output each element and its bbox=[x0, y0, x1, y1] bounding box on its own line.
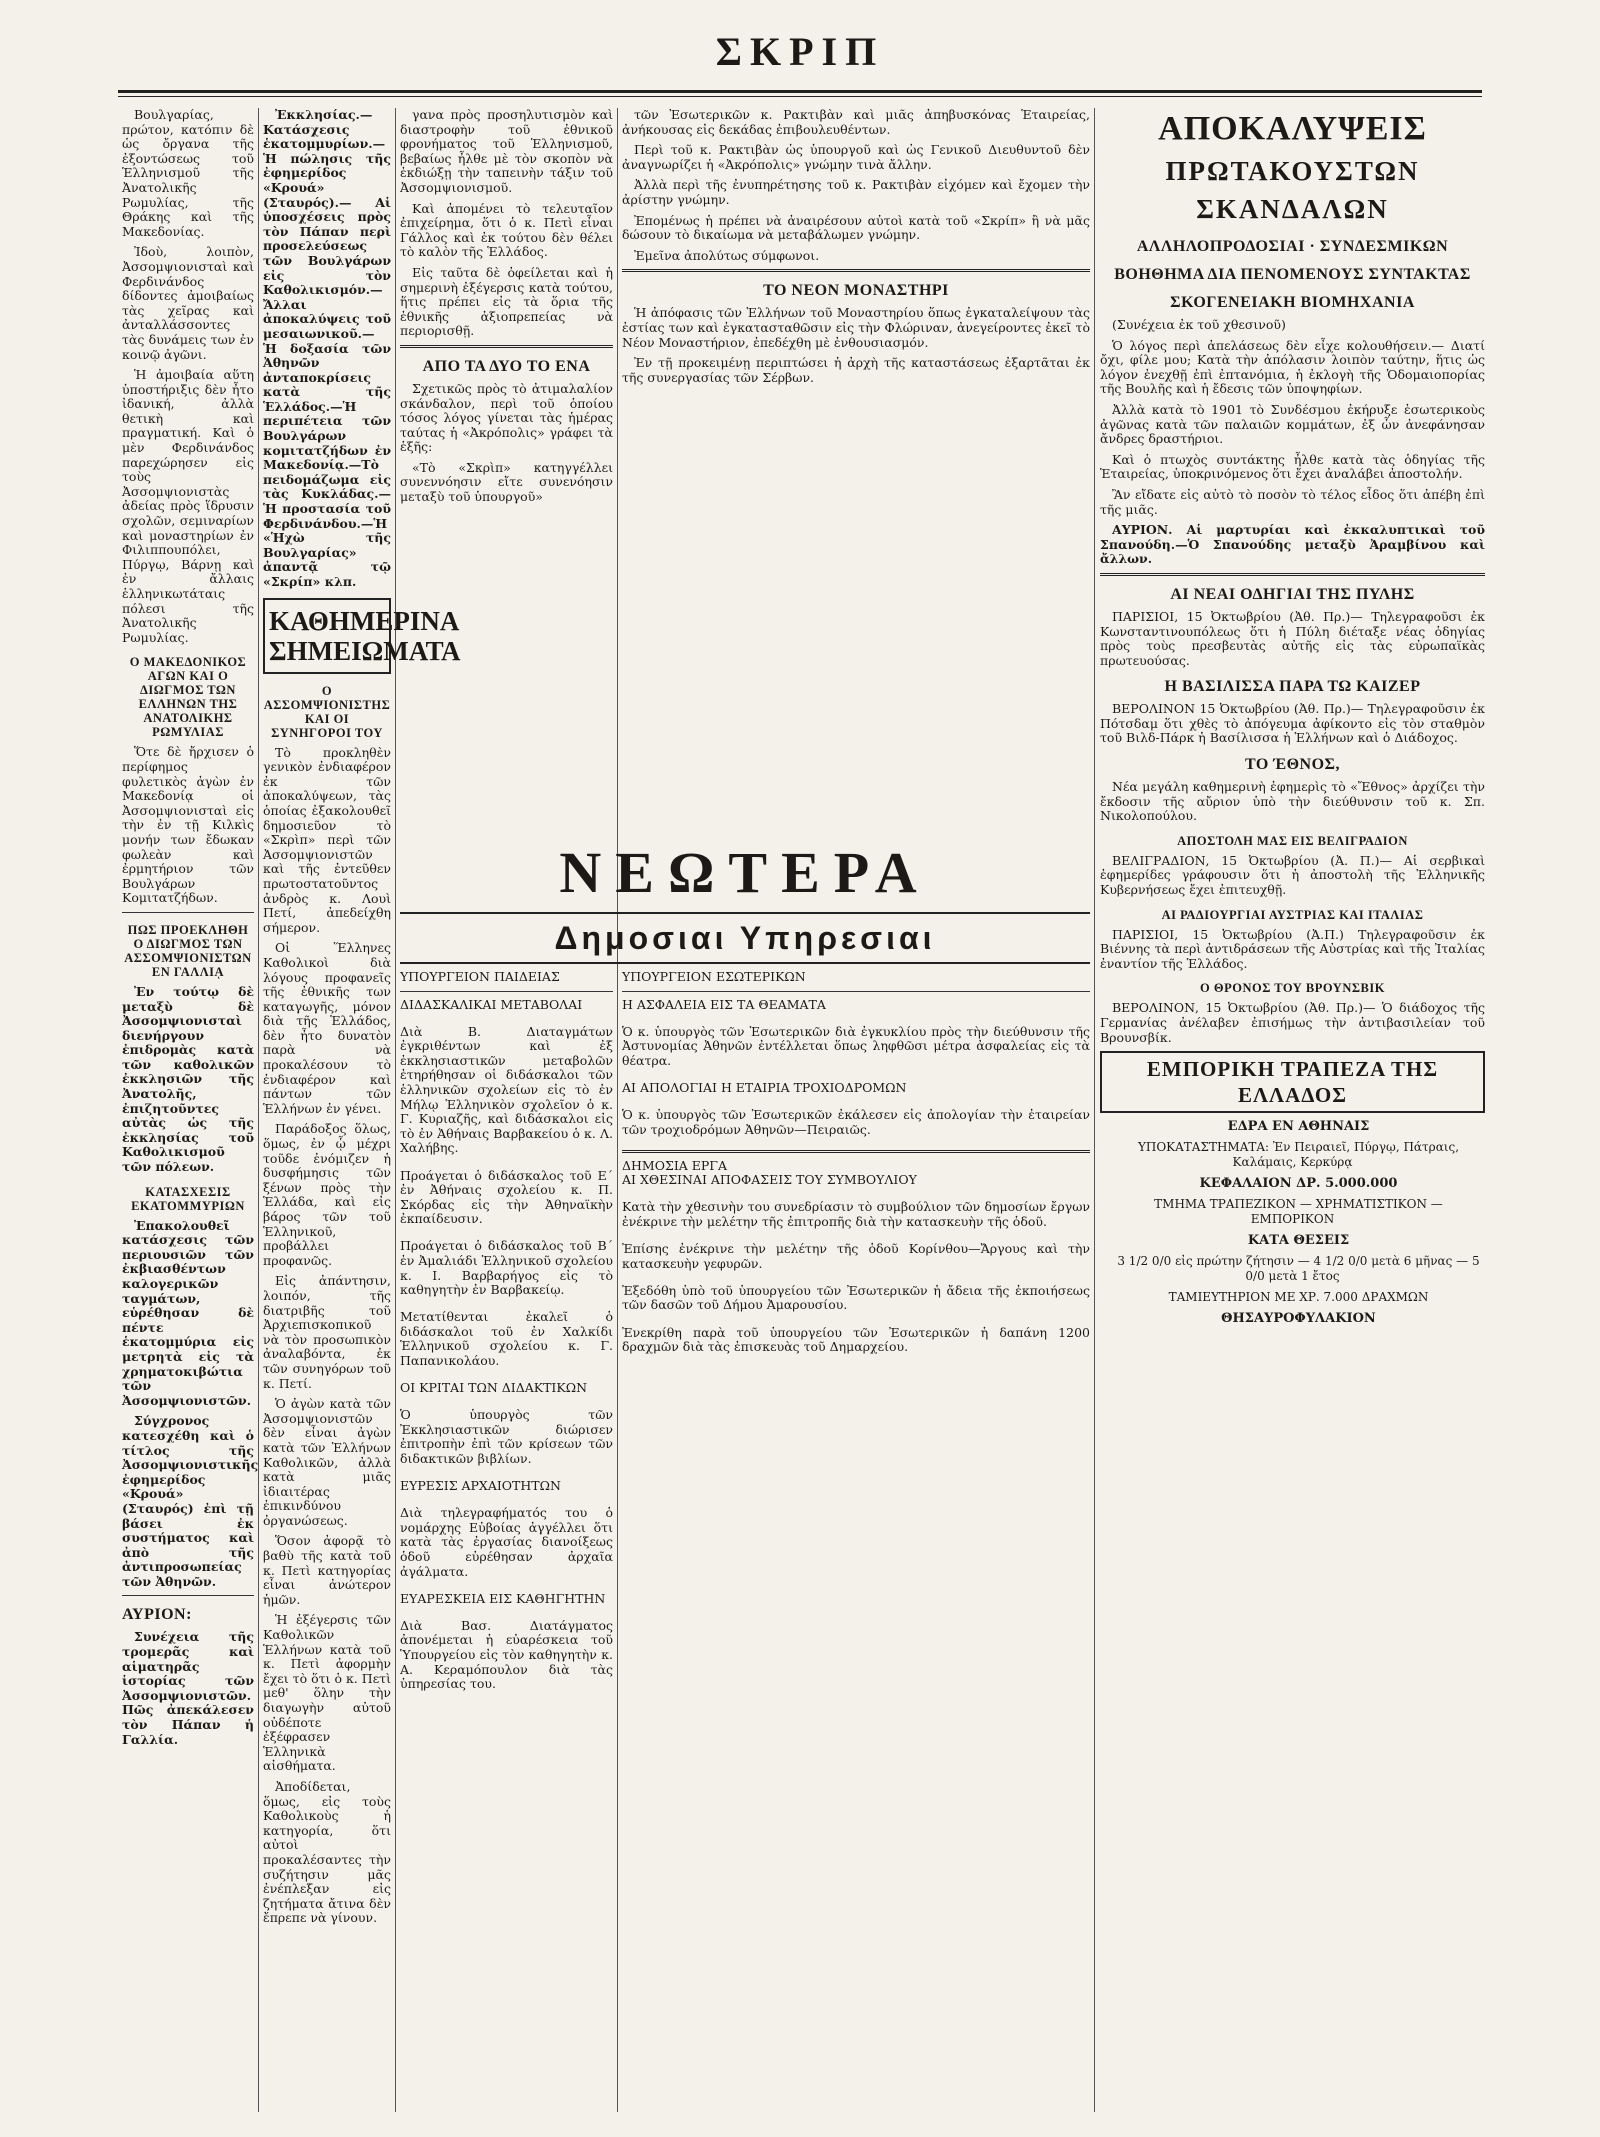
section-divider bbox=[622, 1150, 1090, 1153]
article-paragraph: Εἰς ταῦτα δὲ ὀφείλεται καὶ ἡ σημερινὴ ἐξέγερσις κατὰ τούτου, ἥτις πρέπει εἰς τὰ ὅρια τῆς ἐθνικῆς ἀξιοπρεπείας νὰ περιορισθῇ. bbox=[400, 264, 613, 339]
bank-ad-line: ΚΑΤΑ ΘΕΣΕΙΣ bbox=[1247, 1233, 1350, 1249]
article-paragraph: Ὁ λόγος περὶ ἀπελάσεως δὲν εἶχε κολουθήσειν.— Διατί ὄχι, φίλε μου; Κατὰ τὴν ἀπόλασιν λοιπὸν ταύτην, ἥτις ὡς λόγον ἐνεχθῇ ἐπὶ ἐπτανόμια, ἡ ἐκλογὴ τῆς Ὁδομαιοπορίας τῆς Βουλῆς καὶ ἡ ἔδεσις τῶν ὑποψηφίων. bbox=[1100, 337, 1485, 397]
aurion-heading: ΑΥΡΙΟΝ: bbox=[122, 1606, 192, 1624]
article-paragraph: Βουλγαρίας, πρώτον, κατόπιν δὲ ὡς ὄργανα τῆς ἐξοντώσεως τοῦ Ἑλληνισμοῦ τῆς Ἀνατολικῆς Ρωμυλίας, τῆς Θράκης καὶ τῆς Μακεδονίας. bbox=[122, 107, 254, 239]
daily-notes-line: ΣΗΜΕΙΩΜΑΤΑ bbox=[269, 635, 461, 666]
aurion-text: ΑΥΡΙΟΝ. Αἱ μαρτυρίαι καὶ ἐκκαλυπτικαὶ τοῦ Σπανούδη.—Ὁ Σπανούδης μεταξὺ Ἀραμβίνου καὶ ἄλλων. bbox=[1100, 522, 1485, 567]
column-rule bbox=[395, 108, 396, 2112]
section-heading: ΑΙ ΡΑΔΙΟΥΡΓΙΑΙ ΑΥΣΤΡΙΑΣ ΚΑΙ ΙΤΑΛΙΑΣ bbox=[1161, 907, 1424, 922]
column-3-bottom bbox=[400, 970, 613, 2117]
article-paragraph: γανα πρὸς προσηλυτισμὸν καὶ διαστροφὴν τοῦ ἐθνικοῦ φρονήματος τοῦ Ἑλληνισμοῦ, βεβαίως ἦλθε μὲ τὸν σκοπὸν νὰ ἐκδιώξῃ τὴν ταπεινὴν τάξιν τοῦ Ἀσσομψιονισμοῦ. bbox=[400, 107, 613, 195]
article-paragraph: ΠΑΡΙΣΙΟΙ, 15 Ὀκτωβρίου (Ἀθ. Πρ.)— Τηλεγραφοῦσι ἐκ Κωνσταντινουπόλεως ὅτι ἡ Πύλη διέταξε νέας ὁδηγίας πρὸς τοὺς πρεσβευτὰς αὐτῆς εἰς τὰς εὐρωπαϊκὰς πρωτευούσας. bbox=[1100, 608, 1485, 668]
article-paragraph: ΒΕΡΟΛΙΝΟΝ, 15 Ὀκτωβρίου (Ἀθ. Πρ.)— Ὁ διάδοχος τῆς Γερμανίας ἀνέλαβεν ἐπισήμως τὴν ἀντιβασιλείαν τοῦ Βρουνσβίκ. bbox=[1100, 1000, 1485, 1045]
article-paragraph: Καὶ ἀπομένει τὸ τελευταῖον ἐπιχείρημα, ὅτι ὁ κ. Πετὶ εἶναι Γάλλος καὶ ἐκ τούτου δὲν θέλει τὸ καλὸν τῆς Ἑλλάδος. bbox=[400, 200, 613, 260]
article-paragraph: Τὸ προκληθὲν γενικὸν ἐνδιαφέρον ἐκ τῶν ἀποκαλύψεων, τὰς ὁποίας ἐξακολουθεῖ δημοσιεῦον τὸ «Σκρὶπ» περὶ τῶν Ἀσσομψιονιστῶν καὶ τῆς ἐντεῦθεν πρωτοστατοῦντος ἀνδρὸς κ. Λουὶ Πετί, ἀπεδείχθη σήμερον. bbox=[263, 744, 391, 935]
article-paragraph: τῶν Ἐσωτερικῶν κ. Ρακτιβὰν καὶ μιᾶς ἀπηβυσκόνας Ἑταιρείας, ἀνήκουσας εἰς δεκάδας ἐπιβουλευθέντων. bbox=[622, 107, 1090, 137]
news-sub-banner: Δημοσιαι Υπηρεσιαι bbox=[400, 912, 1090, 964]
article-paragraph: Ἐνεκρίθη παρὰ τοῦ ὑπουργείου τῶν Ἐσωτερικῶν ἡ δαπάνη 1200 δραχμῶν διὰ τὰς ἐπισκευὰς τοῦ Δημαρχείου. bbox=[622, 1324, 1090, 1355]
article-paragraph: Διὰ τηλεγραφήματός του ὁ νομάρχης Εὐβοίας ἀγγέλλει ὅτι κατὰ τὰς ἐργασίας διανοίξεως ὁδοῦ εὑρέθησαν ἀρχαῖα ἀγάλματα. bbox=[400, 1505, 613, 1579]
article-paragraph: Ἐπίσης ἐνέκρινε τὴν μελέτην τῆς ὁδοῦ Κορίνθου—Ἄργους καὶ τὴν κατασκευὴν γεφυρῶν. bbox=[622, 1241, 1090, 1271]
column-rule bbox=[617, 108, 618, 2112]
article-paragraph: Ἀλλὰ περὶ τῆς ἐνυπηρέτησης τοῦ κ. Ρακτιβὰν εἰχόμεν καὶ ἔχομεν τὴν ἀρίστην γνώμην. bbox=[622, 177, 1090, 207]
section-heading: ΔΙΔΑΣΚΑΛΙΚΑΙ ΜΕΤΑΒΟΛΑΙ bbox=[400, 996, 583, 1012]
article-paragraph: Κατὰ τὴν χθεσινὴν του συνεδρίασιν τὸ συμβούλιον τῶν δημοσίων ἔργων ἐνέκρινε τὴν μελέτην τῆς ἐπιτροπῆς διὰ τὴν κατασκευὴν τῆς ὁδοῦ. bbox=[622, 1199, 1090, 1230]
article-paragraph: ΒΕΡΟΛΙΝΟΝ 15 Ὀκτωβρίου (Ἀθ. Πρ.)— Τηλεγραφοῦσιν ἐκ Πότσδαμ ὅτι χθὲς τὸ ἀπόγευμα ἀφίκοντο εἰς τὸν σταθμὸν τοῦ Βιλδ-Πάρκ ἡ Βασίλισσα ἡ Ἑλλήνων καὶ ὁ Διάδοχος. bbox=[1100, 701, 1485, 746]
ministry-heading: ΥΠΟΥΡΓΕΙΟΝ ΠΑΙΔΕΙΑΣ bbox=[400, 969, 560, 984]
column-1 bbox=[122, 107, 259, 2117]
column-2 bbox=[263, 107, 461, 2117]
bank-ad-title: ΕΜΠΟΡΙΚΗ ΤΡΑΠΕΖΑ ΤΗΣ ΕΛΛΑΔΟΣ bbox=[1100, 1051, 1485, 1113]
article-paragraph: Εἰς ἀπάντησιν, λοιπόν, τῆς διατριβῆς τοῦ Ἀρχιεπισκοπικοῦ νὰ τὸν προσωπικὸν ἀναλαβόντα, ἐκ τῶν συνηγόρων τοῦ κ. Πετί. bbox=[263, 1273, 391, 1391]
section-heading: Η ΒΑΣΙΛΙΣΣΑ ΠΑΡΑ ΤΩ ΚΑΙΖΕΡ bbox=[1164, 678, 1421, 696]
article-paragraph: Ὁ κ. ὑπουργὸς τῶν Ἐσωτερικῶν διὰ ἐγκυκλίου πρὸς τὴν διεύθυνσιν τῆς Ἀστυνομίας Ἀθηνῶν ἐντέλλεται ὅπως ληφθῶσι μέτρα ἀσφαλείας εἰς τὰ θέατρα. bbox=[622, 1023, 1090, 1068]
section-heading: ΑΠΟΣΤΟΛΗ ΜΑΣ ΕΙΣ ΒΕΛΙΓΡΑΔΙΟΝ bbox=[1177, 833, 1408, 848]
article-paragraph: Ἀλλὰ κατὰ τὸ 1901 τὸ Συνδέσμου ἐκήρυξε ἐσωτερικοὺς ἀγῶνας κατὰ τῶν παλαιῶν κομμάτων, ἐξ ὧν ἀνεφάνησαν ἄνδρες δραστήριοι. bbox=[1100, 401, 1485, 447]
section-divider bbox=[400, 345, 613, 348]
daily-notes-box bbox=[263, 598, 461, 674]
article-paragraph: Ἐμεῖνα ἀπολύτως σύμφωνοι. bbox=[634, 247, 820, 263]
article-paragraph: Ἰδοὺ, λοιπὸν, Ἀσσομψιονισταὶ καὶ Φερδινάνδος δίδοντες ἀμοιβαίως τὰς χεῖρας καὶ ἀνταλλάσσοντες τὰς δυνάμεις των ἐν κοινῷ ἀγῶνι. bbox=[122, 244, 254, 362]
section-heading: ΑΙ ΧΘΕΣΙΝΑΙ ΑΠΟΦΑΣΕΙΣ ΤΟΥ ΣΥΜΒΟΥΛΙΟΥ bbox=[622, 1172, 917, 1188]
article-paragraph: Ἐξεδόθη ὑπὸ τοῦ ὑπουργείου τῶν Ἐσωτερικῶν ἡ ἄδεια τῆς ἐκποιήσεως τῶν δασῶν τοῦ Δήμου Ἀμαρουσίου. bbox=[622, 1282, 1090, 1313]
section-heading: Ο ΑΣΣΟΜΨΙΟΝΙΣΤΗΣ ΚΑΙ ΟΙ ΣΥΝΗΓΟΡΟΙ ΤΟΥ bbox=[263, 683, 391, 740]
article-paragraph: Διὰ Βασ. Διατάγματος ἀπονέμεται ἡ εὐαρέσκεια τοῦ Ὑπουργείου εἰς τὸν καθηγητὴν κ. Α. Κεραμόπουλον διὰ τὰς ὑπηρεσίας του. bbox=[400, 1617, 613, 1692]
section-heading: ΚΑΤΑΣΧΕΣΙΣ ΕΚΑΤΟΜΜΥΡΙΩΝ bbox=[131, 1184, 245, 1213]
newspaper-masthead: ΣΚΡΙΠ bbox=[715, 29, 885, 74]
article-paragraph: Νέα μεγάλη καθημερινὴ ἐφημερὶς τὸ «Ἔθνος» ἀρχίζει τὴν ἔκδοσιν τῆς αὔριον ὑπὸ τὴν διεύθυνσιν τοῦ κ. Σπ. Νικολοπούλου. bbox=[1100, 779, 1485, 824]
aurion-text: Συνέχεια τῆς τρομερᾶς καὶ αἱματηρᾶς ἱστορίας τῶν Ἀσσομψιονιστῶν. Πῶς ἀπεκάλεσεν τὸν Πάπαν ἡ Γαλλία. bbox=[122, 1629, 254, 1747]
article-paragraph: Μετατίθενται ἐκαλεῖ ὁ διδάσκαλοι τοῦ ἐν Χαλκίδι Ἑλληνικοῦ σχολείου κ. Γ. Παπανικολάου. bbox=[400, 1309, 613, 1369]
article-paragraph: Ἡ ἐξέγερσις τῶν Καθολικῶν Ἑλλήνων κατὰ τοῦ κ. Πετὶ ἀφορμὴν ἔχει τὸ ὅτι ὁ κ. Πετὶ μεθ' ὅλην τὴν διαγωγὴν αὐτοῦ οὐδέποτε ἐξέφρασεν Ἑλληνικὰ αἰσθήματα. bbox=[263, 1612, 391, 1774]
section-divider bbox=[622, 269, 1090, 272]
article-paragraph: Ἡ ἀπόφασις τῶν Ἑλλήνων τοῦ Μοναστηρίου ὅπως ἐγκαταλείψουν τὰς ἑστίας των καὶ ἐγκατασταθῶσιν εἰς τὴν Φλώριναν, ἀνεγείροντες ἐκεῖ τὸ Νέον Μοναστήριον, ἐπεδέχθη μὲ ἐνθουσιασμόν. bbox=[622, 305, 1090, 350]
section-divider bbox=[400, 991, 613, 992]
article-paragraph: ΒΕΛΙΓΡΑΔΙΟΝ, 15 Ὀκτωβρίου (Ἀ. Π.)— Αἱ σερβικαὶ ἐφημερίδες γράφουσιν ὅτι ἡ ἀποστολὴ τῆς Ἑλληνικῆς Κυβερνήσεως ἔχει ἐπιτευχθῇ. bbox=[1100, 852, 1485, 898]
article-paragraph: Διὰ Β. Διαταγμάτων ἐγκριθέντων καὶ ἐξ ἐκκλησιαστικῶν μεταβολῶν ἐτηρήθησαν οἱ διδάσκαλοι τῶν ἑλληνικῶν σχολείων εἰς τὸ ἐν Μήλῳ Ἑλληνικὸν σχολεῖον ὁ κ. Γ. Κυριαζῆς, καὶ διδάσκαλοι εἰς τὸ ἐν Ἀθήναις Βαρβακείου ὁ κ. Λ. Χαλήβης. bbox=[400, 1023, 613, 1156]
section-heading: Ο ΜΑΚΕΔΟΝΙΚΟΣ ΑΓΩΝ ΚΑΙ Ο ΔΙΩΓΜΟΣ ΤΩΝ ΕΛΛΗΝΩΝ ΤΗΣ ΑΝΑΤΟΛΙΚΗΣ ΡΩΜΥΛΙΑΣ bbox=[129, 655, 247, 740]
article-paragraph: Ἐπομένως ἡ πρέπει νὰ ἀναιρέσουν αὐτοὶ κατὰ τοῦ «Σκρίπ» ἢ νὰ μᾶς δώσουν τὸ δικαίωμα νὰ μεταβάλωμεν γνώμην. bbox=[622, 212, 1090, 243]
bank-ad-line: ΕΔΡΑ ΕΝ ΑΘΗΝΑΙΣ bbox=[1227, 1119, 1370, 1135]
section-heading: ΕΥΡΕΣΙΣ ΑΡΧΑΙΟΤΗΤΩΝ bbox=[400, 1478, 561, 1494]
article-paragraph: Καὶ ὁ πτωχὸς συντάκτης ἦλθε κατὰ τὰς ὁδηγίας τῆς Ἑταιρείας, ὑποκρινόμενος ὅτι ἔχει ἀναλάβει ἀποστολήν. bbox=[1100, 451, 1485, 482]
continuation-note: (Συνέχεια ἐκ τοῦ χθεσινοῦ) bbox=[1112, 317, 1286, 332]
article-paragraph: Ὁ ὑπουργὸς τῶν Ἐκκλησιαστικῶν διώρισεν ἐπιτροπὴν ἐπὶ τῶν κρίσεων τῶν διδακτικῶν βιβλίων. bbox=[400, 1407, 613, 1467]
section-heading: ΑΙ ΑΠΟΛΟΓΙΑΙ Η ΕΤΑΙΡΙΑ ΤΡΟΧΙΟΔΡΟΜΩΝ bbox=[622, 1079, 907, 1095]
section-heading: Ο ΘΡΟΝΟΣ ΤΟΥ ΒΡΟΥΝΣΒΙΚ bbox=[1200, 981, 1385, 996]
section-heading: ΟΙ ΚΡΙΤΑΙ ΤΩΝ ΔΙΔΑΚΤΙΚΩΝ bbox=[400, 1380, 588, 1396]
section-heading: ΕΥΑΡΕΣΚΕΙΑ ΕΙΣ ΚΑΘΗΓΗΤΗΝ bbox=[400, 1590, 606, 1606]
article-paragraph: Ἐν τῇ προκειμένῃ περιπτώσει ἡ ἀρχὴ τῆς καταστάσεως ἐξαρτᾶται ἐκ τῆς συνεργασίας τῶν Σέρβων. bbox=[622, 355, 1090, 385]
feature-headline: ΑΠΟΚΑΛΥΨΕΙΣ bbox=[1158, 110, 1427, 147]
article-paragraph: Ἂν εἴδατε εἰς αὐτὸ τὸ ποσὸν τὸ τέλος εἶδος ὅτι ἀπέβη ἐπὶ τῆς μιᾶς. bbox=[1100, 486, 1485, 517]
section-heading: ΤΟ ΈΘΝΟΣ, bbox=[1244, 756, 1340, 774]
article-paragraph: Ἀποδίδεται, ὅμως, εἰς τοὺς Καθολικοὺς ἡ κατηγορία, ὅτι αὐτοὶ προκαλέσαντες τὴν συζήτησιν μᾶς ἐνέπλεξαν εἰς ζητήματα ἄτινα δὲν ἔπρεπε νὰ γίνουν. bbox=[263, 1778, 391, 1926]
article-paragraph: Ὅτε δὲ ἤρχισεν ὁ περίφημος φυλετικὸς ἀγὼν ἐν Μακεδονίᾳ οἱ Ἀσσομψιονισταὶ εἰς τὴν ἐν τῇ Κιλκὶς μονήν των ἔδωκαν φωλεὰν καὶ ἐρμητήριον τῶν Βουλγάρων Κομιτατζήδων. bbox=[122, 744, 254, 906]
article-paragraph: Ὁ ἀγὼν κατὰ τῶν Ἀσσομψιονιστῶν δὲν εἶναι ἀγὼν κατὰ τῶν Ἑλλήνων Καθολικῶν, ἀλλὰ κατὰ μιᾶς ἰδιαιτέρας ἐπικινδύνου ὀργανώσεως. bbox=[263, 1396, 391, 1528]
column-4-top bbox=[622, 108, 1090, 817]
column-3-top bbox=[400, 108, 613, 817]
article-paragraph: Προάγεται ὁ διδάσκαλος τοῦ Ε΄ ἐν Ἀθήναις σχολείου κ. Π. Σκόρδας εἰς τὴν Ἀθηναϊκὴν ἐκπαίδευσιν. bbox=[400, 1167, 613, 1227]
section-divider bbox=[622, 991, 1090, 992]
masthead-rule bbox=[118, 90, 1482, 97]
article-paragraph: Προάγεται ὁ διδάσκαλος τοῦ Β΄ ἐν Ἀμαλιάδι Ἑλληνικοῦ σχολείου κ. Ι. Βαρβαρήγος εἰς τὸ καθηγητὴν ἐν Βαρβακείῳ. bbox=[400, 1238, 613, 1298]
section-heading: ΑΙ ΝΕΑΙ ΟΔΗΓΙΑΙ ΤΗΣ ΠΥΛΗΣ bbox=[1170, 585, 1415, 603]
article-quote: «Τὸ «Σκρὶπ» κατηγγέλλει συνεννόησιν εἴτε συνενόησιν μεταξὺ τοῦ ὑπουργοῦ» bbox=[400, 459, 613, 505]
section-divider bbox=[122, 912, 254, 913]
article-paragraph: Οἱ Ἕλληνες Καθολικοὶ διὰ λόγους προφανεῖς τῆς ἐθνικῆς των καταγωγῆς, μόνον διὰ τῆς Ἑλλάδος, δὲν ἦτο δυνατὸν παρὰ νὰ προκαλέσουν τὸ ἐνδιαφέρον καὶ πάντων τῶν Ἑλλήνων ἐν γένει. bbox=[263, 940, 391, 1116]
bank-ad-line: ΤΜΗΜΑ ΤΡΑΠΕΖΙΚΟΝ — ΧΡΗΜΑΤΙΣΤΙΚΟΝ — ΕΜΠΟΡΙΚΟΝ bbox=[1154, 1197, 1443, 1227]
section-heading: ΤΟ ΝΕΟΝ ΜΟΝΑΣΤΗΡΙ bbox=[763, 282, 949, 300]
section-heading: ΑΠΟ ΤΑ ΔΥΟ ΤΟ ΕΝΑ bbox=[422, 357, 591, 375]
section-heading: ΔΗΜΟΣΙΑ ΕΡΓΑ bbox=[622, 1157, 727, 1173]
article-paragraph: Ἐν τούτῳ δὲ μεταξὺ δὲ Ἀσσομψιονισταὶ διενήργουν ἐπιδρομὰς κατὰ τῶν καθολικῶν ἐκκλησιῶν τῆς Ἀνατολῆς, ἐπιζητοῦντες αὐτὰς ὡς τῆς ἐκκλησίας τοῦ Καθολικισμοῦ τῶν πόλεων. bbox=[122, 983, 254, 1175]
bank-ad-line: 3 1/2 0/0 εἰς πρώτην ζήτησιν — 4 1/2 0/0 μετὰ 6 μῆνας — 5 0/0 μετὰ 1 ἔτος bbox=[1117, 1254, 1480, 1284]
section-heading: ΠΩΣ ΠΡΟΕΚΛΗΘΗ Ο ΔΙΩΓΜΟΣ ΤΩΝ ΑΣΣΟΜΨΙΟΝΙΣΤΩΝ ΕΝ ΓΑΛΛΙᾼ bbox=[124, 922, 252, 979]
article-paragraph: Ἐπακολουθεῖ κατάσχεσις τῶν περιουσιῶν τῶν ἐκβιασθέντων καλογερικῶν ταγμάτων, εὑρέθησαν δὲ πέντε ἑκατομμύρια εἰς μετρητὰ εἰς τὰ χρηματοκιβώτια τῶν Ἀσσομψιονιστῶν. bbox=[122, 1217, 254, 1408]
feature-headline-2: ΠΡΩΤΑΚΟΥΣΤΩΝ ΣΚΑΝΔΑΛΩΝ bbox=[1165, 156, 1420, 224]
feature-subheading: ΑΛΛΗΛΟΠΡΟΔΟΣΙΑΙ · ΣΥΝΔΕΣΜΙΚΩΝ bbox=[1136, 238, 1449, 255]
article-paragraph: Παράδοξος ὅλως, ὅμως, ἐν ᾧ μέχρι τοῦδε ἐνόμιζεν ἡ δυσφήμησις τῶν ξένων πρὸς τὴν Ἑλλάδα, καὶ εἰς βάρος τῶν τοῦ Ἑλληνικοῦ, προβάλλει προφανῶς. bbox=[263, 1121, 391, 1268]
section-heading: Η ΑΣΦΑΛΕΙΑ ΕΙΣ ΤΑ ΘΕΑΜΑΤΑ bbox=[622, 996, 826, 1012]
article-paragraph: Σχετικῶς πρὸς τὸ ἀτιμαλαλίον σκάνδαλον, περὶ τοῦ ὁποίου τόσος λόγος γίνεται τὰς ἡμέρας ταύτας ἡ «Ἀκρόπολις» γράφει τὰ ἑξῆς: bbox=[400, 380, 613, 455]
daily-notes-line: ΚΑΘΗΜΕΡΙΝΑ bbox=[269, 605, 460, 636]
column-5 bbox=[1100, 104, 1485, 2117]
article-summary: Ἐκκλησίας.—Κατάσχεσις ἑκατομμυρίων.—Ἡ πώλησις τῆς ἐφημερίδος «Κρουά» (Σταυρός).— Αἱ ὑποσχέσεις πρὸς τὸν Πάπαν περὶ προσελεύσεως τῶν Βουλγάρων εἰς τὸν Καθολικισμόν.—Ἄλλαι ἀποκαλύψεις τοῦ μεσαιωνικοῦ.— Ἡ δοξασία τῶν Ἀθηνῶν ἀνταποκρίσεις κατὰ τῆς Ἑλλάδος.—Ἡ περιπέτεια τῶν Βουλγάρων κομιτατζήδων ἐν Μακεδονίᾳ.—Τὸ πειδομάζωμα εἰς τὰς Κυκλάδας.—Ἡ προστασία τοῦ Φερδινάνδου.—Ἡ «Ἡχὼ τῆς Βουλγαρίας» ἀπαντᾷ τῷ «Σκρίπ» κλπ. bbox=[263, 107, 391, 589]
section-divider bbox=[122, 1595, 254, 1596]
column-rule bbox=[1094, 108, 1095, 2112]
column-rule bbox=[258, 108, 259, 2112]
article-paragraph: ΠΑΡΙΣΙΟΙ, 15 Ὀκτωβρίου (Ἀ.Π.) Τηλεγραφοῦσιν ἐκ Βιέννης τὰ περὶ ἀντιδράσεων τῆς Αὐστρίας καὶ τῆς Ἰταλίας ἐναντίον τῆς Ἑλλάδος. bbox=[1100, 926, 1485, 971]
article-paragraph: Ἡ ἀμοιβαία αὕτη ὑποστήριξις δὲν ἦτο ἰδανική, ἀλλὰ θετικὴ καὶ πραγματική. Καὶ ὁ μὲν Φερδινάνδος παρεχώρησεν εἰς τοὺς Ἀσσομψιονιστὰς ἀδείας πρὸς ἵδρυσιν σχολῶν, σεμιναρίων καὶ μοναστηρίων ἐν Φιλιππουπόλει, Πύργῳ, Βάρνῃ καὶ ἐν ἄλλαις ἑλληνικωτάταις πόλεσι τῆς Ἀνατολικῆς Ρωμυλίας. bbox=[122, 367, 254, 645]
feature-subheading: ΣΚΟΓΕΝΕΙΑΚΗ ΒΙΟΜΗΧΑΝΙΑ bbox=[1170, 294, 1415, 311]
article-paragraph: Σύγχρονος κατεσχέθη καὶ ὁ τίτλος τῆς Ἀσσομψιονιστικῆς ἐφημερίδος «Κρουά» (Σταυρός) ἐπὶ τῇ βάσει ἐκ συστήματος καὶ ἀπὸ τῆς ἀντιπροσωπείας τῶν Ἀθηνῶν. bbox=[122, 1413, 259, 1589]
news-banner: ΝΕΩΤΕΡΑ bbox=[559, 840, 931, 905]
ministry-heading: ΥΠΟΥΡΓΕΙΟΝ ΕΣΩΤΕΡΙΚΩΝ bbox=[622, 969, 806, 984]
bank-ad-line: ΚΕΦΑΛΑΙΟΝ ΔΡ. 5.000.000 bbox=[1199, 1176, 1398, 1192]
feature-subheading: ΒΟΗΘΗΜΑ ΔΙΑ ΠΕΝΟΜΕΝΟΥΣ ΣΥΝΤΑΚΤΑΣ bbox=[1114, 266, 1471, 283]
bank-ad-line: ΘΗΣΑΥΡΟΦΥΛΑΚΙΟΝ bbox=[1221, 1311, 1376, 1327]
article-paragraph: Ὁ κ. ὑπουργὸς τῶν Ἐσωτερικῶν ἐκάλεσεν εἰς ἀπολογίαν τὴν ἐταιρείαν τῶν τροχιοδρόμων Ἀθηνῶν—Πειραιῶς. bbox=[622, 1107, 1090, 1137]
article-paragraph: Ὅσον ἀφορᾷ τὸ βαθὺ τῆς κατὰ τοῦ κ. Πετὶ κατηγορίας εἶναι ἀνώτερον ἡμῶν. bbox=[263, 1533, 391, 1607]
section-divider bbox=[1100, 573, 1485, 576]
article-paragraph: Περὶ τοῦ κ. Ρακτιβὰν ὡς ὑπουργοῦ καὶ ὡς Γενικοῦ Διευθυντοῦ δὲν ἀναγνωρίζει ἡ «Ἀκρόπολις» γνώμην τινὰ ἄλλην. bbox=[622, 142, 1090, 172]
column-4-bottom bbox=[622, 970, 1090, 2117]
bank-ad-line: ΥΠΟΚΑΤΑΣΤΗΜΑΤΑ: Ἐν Πειραιεῖ, Πύργῳ, Πάτραις, Καλάμαις, Κερκύρᾳ bbox=[1137, 1140, 1460, 1170]
bank-ad-line: ΤΑΜΙΕΥΤΗΡΙΟΝ ΜΕ ΧΡ. 7.000 ΔΡΑΧΜΩΝ bbox=[1168, 1290, 1429, 1305]
